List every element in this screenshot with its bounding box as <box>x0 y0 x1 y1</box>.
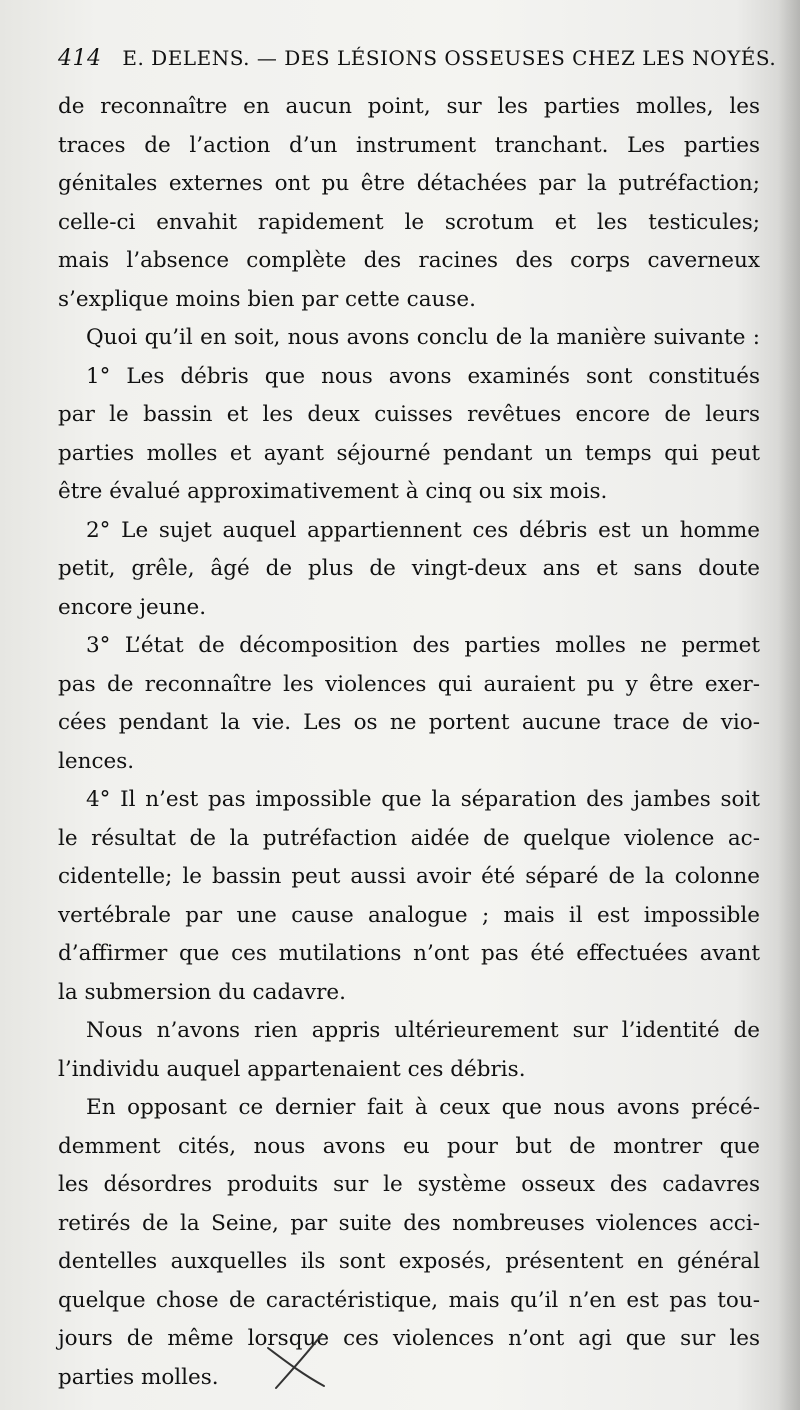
text-line: Quoi qu’il en soit, nous avons conclu de la manière suivante : <box>86 325 760 350</box>
text-line: 2° Le sujet auquel appartiennent ces débris est un homme <box>86 517 760 543</box>
text-line: celle-ci envahit rapidement le scrotum et les testicules; <box>58 209 760 235</box>
text-line: En opposant ce dernier fait à ceux que nous avons précé- <box>86 1095 760 1120</box>
text-line: l’individu auquel appartenaient ces débris. <box>58 1056 526 1082</box>
text-line: être évalué approximativement à cinq ou six mois. <box>58 479 608 504</box>
running-header <box>58 46 777 82</box>
text-line: parties molles et ayant séjourné pendant un temps qui peut <box>58 440 760 466</box>
text-line: lences. <box>58 748 135 774</box>
text-line: 1° Les débris que nous avons examinés sont constitués <box>86 363 760 389</box>
text-line: d’affirmer que ces mutilations n’ont pas été effectuées avant <box>58 941 760 966</box>
text-line: 3° L’état de décomposition des parties molles ne permet <box>86 633 760 658</box>
text-line: pas de reconnaître les violences qui auraient pu y être exer- <box>58 671 760 697</box>
text-line: jours de même lorsque ces violences n’ont agi que sur les <box>58 1326 760 1351</box>
text-line: traces de l’action d’un instrument tranchant. Les parties <box>58 132 760 158</box>
text-line: par le bassin et les deux cuisses revêtues encore de leurs <box>58 402 760 427</box>
text-line: génitales externes ont pu être détachées par la putréfaction; <box>58 171 760 196</box>
text-line: la submersion du cadavre. <box>58 979 346 1005</box>
page-number: 414 <box>58 46 102 71</box>
text-line: vertébrale par une cause analogue ; mais il est impossible <box>58 902 760 928</box>
text-line: mais l’absence complète des racines des corps caverneux <box>58 248 760 273</box>
text-line: de reconnaître en aucun point, sur les parties molles, les <box>58 94 760 119</box>
body-text <box>58 88 760 1397</box>
text-line: parties molles. <box>58 1364 219 1390</box>
text-line: le résultat de la putréfaction aidée de quelque violence ac- <box>58 825 760 851</box>
text-line: encore jeune. <box>58 594 207 620</box>
text-line: quelque chose de caractéristique, mais qu’il n’en est pas tou- <box>58 1287 760 1313</box>
text-line: Nous n’avons rien appris ultérieurement sur l’identité de <box>86 1018 760 1043</box>
text-line: petit, grêle, âgé de plus de vingt-deux ans et sans doute <box>58 556 760 581</box>
text-line: les désordres produits sur le système osseux des cadavres <box>58 1172 760 1197</box>
pencil-cross-mark <box>262 1330 332 1392</box>
page-edge-shadow <box>778 0 800 1410</box>
text-line: s’explique moins bien par cette cause. <box>58 286 476 312</box>
text-line: cidentelle; le bassin peut aussi avoir été séparé de la colonne <box>58 864 760 889</box>
text-line: 4° Il n’est pas impossible que la séparation des jambes soit <box>86 787 760 812</box>
running-title: E. DELENS. — DES LÉSIONS OSSEUSES CHEZ LES NOYÉS. <box>122 46 777 70</box>
text-line: demment cités, nous avons eu pour but de montrer que <box>58 1133 760 1159</box>
text-line: cées pendant la vie. Les os ne portent aucune trace de vio- <box>58 710 760 735</box>
text-line: dentelles auxquelles ils sont exposés, présentent en général <box>58 1249 760 1274</box>
text-line: retirés de la Seine, par suite des nombreuses violences acci- <box>58 1210 760 1236</box>
